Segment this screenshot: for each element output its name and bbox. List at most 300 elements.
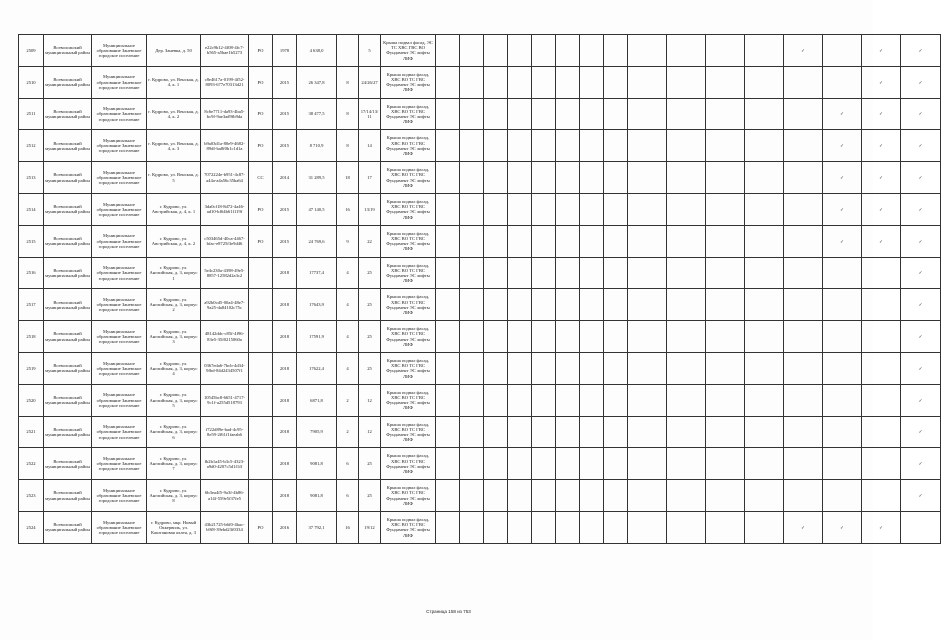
- entrances-cell: 25: [359, 448, 381, 480]
- entrances-cell: 25: [359, 352, 381, 384]
- empty-cell: [580, 416, 604, 448]
- ownership-form-cell: РО: [249, 193, 273, 225]
- check-mark-cell: [667, 289, 706, 321]
- empty-cell: [484, 35, 508, 67]
- empty-cell: [508, 193, 532, 225]
- empty-cell: [604, 193, 628, 225]
- ownership-form-cell: [249, 321, 273, 353]
- empty-cell: [508, 352, 532, 384]
- check-mark-cell: ✓: [823, 511, 862, 543]
- empty-cell: [460, 352, 484, 384]
- empty-cell: [556, 416, 580, 448]
- empty-cell: [484, 384, 508, 416]
- entrances-cell: 25: [359, 480, 381, 512]
- check-mark-cell: ✓: [823, 225, 862, 257]
- address-cell: г. Кудрово, ул. Австрийская, д. 4, к. 1: [147, 193, 201, 225]
- ownership-form-cell: РО: [249, 225, 273, 257]
- check-mark-cell: ✓: [901, 257, 941, 289]
- check-mark-cell: [628, 35, 667, 67]
- empty-cell: [556, 480, 580, 512]
- check-mark-cell: ✓: [901, 352, 941, 384]
- empty-cell: [604, 352, 628, 384]
- settlement-cell: Муниципальное образование Заневское городское поселение: [92, 162, 147, 194]
- year-cell: 2014: [273, 162, 297, 194]
- empty-cell: [460, 66, 484, 98]
- check-mark-cell: ✓: [862, 162, 901, 194]
- check-mark-cell: [784, 384, 823, 416]
- empty-cell: [436, 321, 460, 353]
- works-list-cell: Крыша подвал фасад, ХВС ВО ТС ГВС Фундамент ЭС лифты ЛИФ: [381, 130, 436, 162]
- empty-cell: [484, 480, 508, 512]
- empty-cell: [532, 480, 556, 512]
- empty-cell: [436, 193, 460, 225]
- guid-cell: c8e4617a-0199-4f52-8093-677e70313d21: [201, 66, 249, 98]
- empty-cell: [436, 384, 460, 416]
- check-mark-cell: [784, 257, 823, 289]
- check-mark-cell: ✓: [823, 98, 862, 130]
- empty-cell: [532, 225, 556, 257]
- ownership-form-cell: [249, 384, 273, 416]
- floors-cell: 16: [337, 511, 359, 543]
- settlement-cell: Муниципальное образование Заневское городское поселение: [92, 130, 147, 162]
- check-mark-cell: [706, 289, 745, 321]
- area-cell: 47 140,5: [297, 193, 337, 225]
- check-mark-cell: [667, 98, 706, 130]
- row-number-cell: 2513: [19, 162, 44, 194]
- address-cell: г. Кудрово, ул. Английская, д. 3, корпус 2: [147, 289, 201, 321]
- check-mark-cell: [823, 416, 862, 448]
- guid-cell: f722d89e-bad-4c95-8e59-2f61f1faeab6: [201, 416, 249, 448]
- check-mark-cell: [862, 416, 901, 448]
- check-mark-cell: [745, 480, 784, 512]
- check-mark-cell: ✓: [862, 225, 901, 257]
- empty-cell: [580, 225, 604, 257]
- empty-cell: [532, 35, 556, 67]
- address-cell: г. Кудрово, ул. Английская, д. 3, корпус 1: [147, 257, 201, 289]
- check-mark-cell: [667, 448, 706, 480]
- settlement-cell: Муниципальное образование Заневское городское поселение: [92, 225, 147, 257]
- check-mark-cell: ✓: [901, 162, 941, 194]
- empty-cell: [508, 289, 532, 321]
- empty-cell: [556, 448, 580, 480]
- empty-cell: [556, 162, 580, 194]
- ownership-form-cell: РО: [249, 511, 273, 543]
- empty-cell: [532, 384, 556, 416]
- guid-cell: 8c6e7711-da93-4ba5-bc9f-9ae3ad9fb9da: [201, 98, 249, 130]
- year-cell: 2018: [273, 257, 297, 289]
- empty-cell: [580, 511, 604, 543]
- year-cell: 2015: [273, 98, 297, 130]
- table-row: [19, 257, 941, 289]
- check-mark-cell: [784, 66, 823, 98]
- year-cell: 1978: [273, 35, 297, 67]
- check-mark-cell: [784, 225, 823, 257]
- check-mark-cell: [667, 225, 706, 257]
- check-mark-cell: [628, 98, 667, 130]
- ownership-form-cell: РО: [249, 35, 273, 67]
- table-row: [19, 384, 941, 416]
- district-cell: Всеволожский муниципальный район: [44, 257, 92, 289]
- empty-cell: [460, 416, 484, 448]
- empty-cell: [532, 511, 556, 543]
- empty-cell: [484, 225, 508, 257]
- area-cell: 26 347,8: [297, 66, 337, 98]
- district-cell: Всеволожский муниципальный район: [44, 511, 92, 543]
- check-mark-cell: [667, 352, 706, 384]
- check-mark-cell: ✓: [901, 98, 941, 130]
- check-mark-cell: [667, 130, 706, 162]
- check-mark-cell: [706, 321, 745, 353]
- check-mark-cell: ✓: [823, 162, 862, 194]
- check-mark-cell: [628, 352, 667, 384]
- check-mark-cell: ✓: [784, 35, 823, 67]
- check-mark-cell: ✓: [901, 416, 941, 448]
- empty-cell: [436, 162, 460, 194]
- empty-cell: [532, 352, 556, 384]
- empty-cell: [508, 35, 532, 67]
- address-cell: г. Кудрово, ул. Английская, д. 3, корпус 6: [147, 416, 201, 448]
- check-mark-cell: ✓: [862, 193, 901, 225]
- row-number-cell: 2523: [19, 480, 44, 512]
- empty-cell: [508, 98, 532, 130]
- settlement-cell: Муниципальное образование Заневское городское поселение: [92, 384, 147, 416]
- check-mark-cell: [706, 66, 745, 98]
- empty-cell: [580, 480, 604, 512]
- check-mark-cell: [706, 511, 745, 543]
- check-mark-cell: ✓: [862, 130, 901, 162]
- floors-cell: 6: [337, 480, 359, 512]
- empty-cell: [508, 66, 532, 98]
- empty-cell: [460, 98, 484, 130]
- works-list-cell: Крыша подвал фасад, ЭС ТС ХВС ГВС ВО Фундамент ЭС лифты ЛИФ: [381, 35, 436, 67]
- works-list-cell: Крыша подвал фасад, ХВС ВО ТС ГВС Фундамент ЭС лифты ЛИФ: [381, 448, 436, 480]
- area-cell: 17591,9: [297, 321, 337, 353]
- empty-cell: [484, 162, 508, 194]
- check-mark-cell: [628, 193, 667, 225]
- check-mark-cell: [745, 193, 784, 225]
- ownership-form-cell: РО: [249, 66, 273, 98]
- check-mark-cell: [862, 480, 901, 512]
- address-cell: г. Кудрово, ул. Венская, д. 4, к. 3: [147, 130, 201, 162]
- row-number-cell: 2515: [19, 225, 44, 257]
- check-mark-cell: [784, 289, 823, 321]
- district-cell: Всеволожский муниципальный район: [44, 416, 92, 448]
- empty-cell: [580, 162, 604, 194]
- empty-cell: [484, 98, 508, 130]
- ownership-form-cell: [249, 480, 273, 512]
- empty-cell: [436, 480, 460, 512]
- check-mark-cell: [667, 416, 706, 448]
- table-row: [19, 225, 941, 257]
- entrances-cell: 17/14/13/11: [359, 98, 381, 130]
- floors-cell: 2: [337, 384, 359, 416]
- empty-cell: [484, 416, 508, 448]
- works-list-cell: Крыша подвал фасад, ХВС ВО ТС ГВС Фундамент ЭС лифты ЛИФ: [381, 66, 436, 98]
- empty-cell: [580, 448, 604, 480]
- empty-cell: [556, 321, 580, 353]
- address-cell: г. Кудрово, ул. Венская, д. 4, к. 2: [147, 98, 201, 130]
- check-mark-cell: [823, 35, 862, 67]
- area-cell: 7905,9: [297, 416, 337, 448]
- guid-cell: c503465d-40ca-4467-bfac-e8725f3e9d46: [201, 225, 249, 257]
- row-number-cell: 2521: [19, 416, 44, 448]
- row-number-cell: 2511: [19, 98, 44, 130]
- check-mark-cell: ✓: [784, 511, 823, 543]
- check-mark-cell: [823, 66, 862, 98]
- check-mark-cell: [706, 130, 745, 162]
- row-number-cell: 2524: [19, 511, 44, 543]
- entrances-cell: 12: [359, 416, 381, 448]
- empty-cell: [604, 480, 628, 512]
- works-list-cell: Крыша подвал фасад, ХВС ВО ТС ГВС Фундамент ЭС лифты ЛИФ: [381, 480, 436, 512]
- floors-cell: 6: [337, 448, 359, 480]
- row-number-cell: 2509: [19, 35, 44, 67]
- check-mark-cell: [745, 162, 784, 194]
- check-mark-cell: ✓: [862, 66, 901, 98]
- district-cell: Всеволожский муниципальный район: [44, 448, 92, 480]
- area-cell: 38 477,5: [297, 98, 337, 130]
- empty-cell: [556, 384, 580, 416]
- area-cell: 6871,8: [297, 384, 337, 416]
- address-cell: г. Кудрово, ул. Английская, д. 3, корпус 5: [147, 384, 201, 416]
- guid-cell: a92b0cd5-00a4-48e7-9a25-da84102c75c: [201, 289, 249, 321]
- floors-cell: 8: [337, 66, 359, 98]
- empty-cell: [604, 321, 628, 353]
- floors-cell: 8: [337, 130, 359, 162]
- empty-cell: [532, 257, 556, 289]
- empty-cell: [436, 98, 460, 130]
- check-mark-cell: [784, 416, 823, 448]
- check-mark-cell: [745, 321, 784, 353]
- page-footer: [0, 609, 873, 614]
- district-cell: Всеволожский муниципальный район: [44, 66, 92, 98]
- ownership-form-cell: [249, 416, 273, 448]
- empty-cell: [508, 130, 532, 162]
- empty-cell: [484, 511, 508, 543]
- check-mark-cell: [628, 416, 667, 448]
- empty-cell: [460, 162, 484, 194]
- address-cell: г. Кудрово, ул. Английская, д. 3, корпус 7: [147, 448, 201, 480]
- floors-cell: 9: [337, 225, 359, 257]
- check-mark-cell: [784, 480, 823, 512]
- empty-cell: [532, 162, 556, 194]
- check-mark-cell: ✓: [901, 130, 941, 162]
- empty-cell: [508, 511, 532, 543]
- settlement-cell: Муниципальное образование Заневское городское поселение: [92, 66, 147, 98]
- entrances-cell: 19/12: [359, 511, 381, 543]
- ownership-form-cell: РО: [249, 130, 273, 162]
- empty-cell: [556, 352, 580, 384]
- row-number-cell: 2517: [19, 289, 44, 321]
- check-mark-cell: [667, 35, 706, 67]
- guid-cell: 7072224e-b951-4c87-a44a-a4a56c35ba64: [201, 162, 249, 194]
- row-number-cell: 2516: [19, 257, 44, 289]
- district-cell: Всеволожский муниципальный район: [44, 384, 92, 416]
- empty-cell: [484, 352, 508, 384]
- empty-cell: [556, 257, 580, 289]
- check-mark-cell: ✓: [901, 289, 941, 321]
- check-mark-cell: [784, 448, 823, 480]
- empty-cell: [436, 289, 460, 321]
- check-mark-cell: [667, 384, 706, 416]
- check-mark-cell: [862, 257, 901, 289]
- works-list-cell: Крыша подвал фасад, ХВС ВО ТС ГВС Фундамент ЭС лифты ЛИФ: [381, 257, 436, 289]
- page-number-label: Страница 158 из 753: [426, 609, 471, 614]
- empty-cell: [604, 416, 628, 448]
- year-cell: 2018: [273, 480, 297, 512]
- check-mark-cell: [706, 225, 745, 257]
- floors-cell: [337, 35, 359, 67]
- check-mark-cell: [628, 448, 667, 480]
- district-cell: Всеволожский муниципальный район: [44, 225, 92, 257]
- year-cell: 2016: [273, 511, 297, 543]
- check-mark-cell: [745, 257, 784, 289]
- address-cell: г. Кудрово, ул. Венская, д. 4, к. 1: [147, 66, 201, 98]
- row-number-cell: 2510: [19, 66, 44, 98]
- check-mark-cell: [706, 352, 745, 384]
- area-cell: 17643,9: [297, 289, 337, 321]
- guid-cell: 5e4c230a-4398-49e5-8857-12582d2a3c2: [201, 257, 249, 289]
- empty-cell: [580, 130, 604, 162]
- table-row: [19, 162, 941, 194]
- entrances-cell: 25: [359, 257, 381, 289]
- check-mark-cell: [628, 257, 667, 289]
- check-mark-cell: [745, 130, 784, 162]
- check-mark-cell: [823, 448, 862, 480]
- empty-cell: [580, 384, 604, 416]
- check-mark-cell: [628, 511, 667, 543]
- year-cell: 2018: [273, 289, 297, 321]
- ownership-form-cell: [249, 448, 273, 480]
- guid-cell: e22c9b12-4f08-4fc7-b565-a5bae1b5273: [201, 35, 249, 67]
- check-mark-cell: [745, 66, 784, 98]
- settlement-cell: Муниципальное образование Заневское городское поселение: [92, 511, 147, 543]
- check-mark-cell: [667, 511, 706, 543]
- area-cell: 37 792,1: [297, 511, 337, 543]
- settlement-cell: Муниципальное образование Заневское городское поселение: [92, 35, 147, 67]
- check-mark-cell: [901, 511, 941, 543]
- works-list-cell: Крыша подвал фасад, ХВС ВО ТС ГВС Фундамент ЭС лифты ЛИФ: [381, 162, 436, 194]
- empty-cell: [556, 193, 580, 225]
- district-cell: Всеволожский муниципальный район: [44, 352, 92, 384]
- check-mark-cell: [862, 352, 901, 384]
- floors-cell: 2: [337, 416, 359, 448]
- year-cell: 2018: [273, 384, 297, 416]
- check-mark-cell: [862, 448, 901, 480]
- district-cell: Всеволожский муниципальный район: [44, 162, 92, 194]
- check-mark-cell: [784, 352, 823, 384]
- check-mark-cell: [628, 384, 667, 416]
- works-list-cell: Крыша подвал фасад, ХВС ВО ТС ГВС Фундамент ЭС лифты ЛИФ: [381, 352, 436, 384]
- check-mark-cell: [823, 384, 862, 416]
- check-mark-cell: [862, 289, 901, 321]
- row-number-cell: 2522: [19, 448, 44, 480]
- area-cell: 17737,4: [297, 257, 337, 289]
- floors-cell: 4: [337, 289, 359, 321]
- check-mark-cell: [628, 321, 667, 353]
- guid-cell: b9a03d1a-80e9-4682-89df-ba8f0b1c1d1a: [201, 130, 249, 162]
- check-mark-cell: ✓: [901, 225, 941, 257]
- empty-cell: [580, 321, 604, 353]
- settlement-cell: Муниципальное образование Заневское городское поселение: [92, 98, 147, 130]
- empty-cell: [508, 225, 532, 257]
- check-mark-cell: [823, 321, 862, 353]
- check-mark-cell: [823, 480, 862, 512]
- settlement-cell: Муниципальное образование Заневское городское поселение: [92, 289, 147, 321]
- check-mark-cell: [628, 66, 667, 98]
- empty-cell: [556, 511, 580, 543]
- table-row: [19, 35, 941, 67]
- floors-cell: 4: [337, 321, 359, 353]
- floors-cell: 8: [337, 98, 359, 130]
- check-mark-cell: [628, 289, 667, 321]
- empty-cell: [580, 289, 604, 321]
- table-row: [19, 416, 941, 448]
- empty-cell: [484, 321, 508, 353]
- area-cell: 9081,8: [297, 480, 337, 512]
- empty-cell: [556, 98, 580, 130]
- check-mark-cell: [784, 162, 823, 194]
- settlement-cell: Муниципальное образование Заневское городское поселение: [92, 321, 147, 353]
- empty-cell: [460, 289, 484, 321]
- empty-cell: [460, 384, 484, 416]
- check-mark-cell: ✓: [823, 193, 862, 225]
- check-mark-cell: [628, 480, 667, 512]
- district-cell: Всеволожский муниципальный район: [44, 130, 92, 162]
- check-mark-cell: [667, 257, 706, 289]
- check-mark-cell: [823, 289, 862, 321]
- guid-cell: fb2b1a45-b3c5-4323-a9d0-4207c5d1f1ff: [201, 448, 249, 480]
- check-mark-cell: ✓: [823, 130, 862, 162]
- floors-cell: 16: [337, 193, 359, 225]
- check-mark-cell: ✓: [862, 35, 901, 67]
- empty-cell: [436, 416, 460, 448]
- empty-cell: [484, 448, 508, 480]
- empty-cell: [508, 384, 532, 416]
- table-row: [19, 321, 941, 353]
- empty-cell: [436, 511, 460, 543]
- area-cell: 31 289,5: [297, 162, 337, 194]
- empty-cell: [580, 66, 604, 98]
- empty-cell: [436, 352, 460, 384]
- check-mark-cell: [784, 130, 823, 162]
- check-mark-cell: [706, 257, 745, 289]
- area-cell: 24 769,6: [297, 225, 337, 257]
- empty-cell: [532, 66, 556, 98]
- check-mark-cell: ✓: [901, 321, 941, 353]
- empty-cell: [580, 257, 604, 289]
- empty-cell: [508, 416, 532, 448]
- floors-cell: 4: [337, 352, 359, 384]
- settlement-cell: Муниципальное образование Заневское городское поселение: [92, 257, 147, 289]
- empty-cell: [436, 448, 460, 480]
- settlement-cell: Муниципальное образование Заневское городское поселение: [92, 480, 147, 512]
- empty-cell: [484, 130, 508, 162]
- empty-cell: [580, 352, 604, 384]
- check-mark-cell: [745, 289, 784, 321]
- entrances-cell: 5: [359, 35, 381, 67]
- district-cell: Всеволожский муниципальный район: [44, 98, 92, 130]
- empty-cell: [532, 289, 556, 321]
- entrances-cell: 25: [359, 289, 381, 321]
- works-list-cell: Крыша подвал фасад, ХВС ВО ТС ГВС Фундамент ЭС лифты ЛИФ: [381, 511, 436, 543]
- address-cell: г. Кудрово, ул. Английская, д. 3, корпус 3: [147, 321, 201, 353]
- settlement-cell: Муниципальное образование Заневское городское поселение: [92, 416, 147, 448]
- empty-cell: [532, 416, 556, 448]
- check-mark-cell: ✓: [901, 448, 941, 480]
- ownership-form-cell: [249, 289, 273, 321]
- check-mark-cell: [628, 162, 667, 194]
